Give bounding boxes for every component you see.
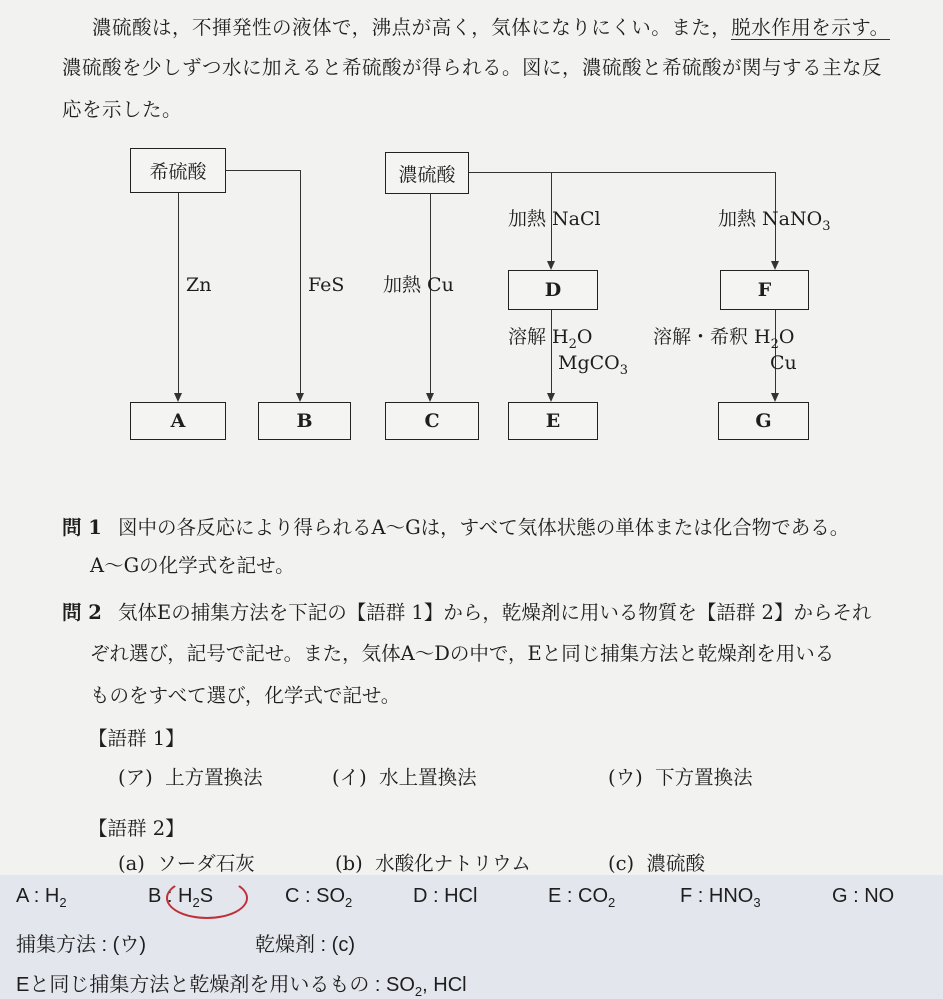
answer-method: 捕集方法 : (ウ) (16, 934, 146, 956)
label-heat-nano3: 加熱 NaNO$_3$ (718, 208, 831, 234)
group1-option-a: (ア) 上方置換法 (118, 766, 263, 789)
q2-text-3: ものをすべて選び，化学式で記せ。 (90, 684, 401, 707)
intro-text: 濃硫酸は，不揮発性の液体で，沸点が高く，気体になりにくい。また， (92, 16, 732, 39)
arrow-icon (547, 393, 555, 402)
arrow-icon (771, 261, 779, 270)
line (551, 310, 552, 393)
group2-option-b: (b) 水酸化ナトリウム (335, 852, 531, 875)
label-heat-cu: 加熱 Cu (383, 274, 454, 296)
box-b: B (258, 402, 351, 440)
group1-option-i: (イ) 水上置換法 (332, 766, 477, 789)
intro-line-1 (92, 12, 890, 40)
answer-b: B : $H_2S$ (148, 885, 214, 910)
line (469, 172, 776, 173)
answer-g: G : NO (832, 885, 895, 907)
label-dissolve-h2o: 溶解 $H_2O$ (508, 326, 593, 352)
red-circle-mark (166, 877, 248, 919)
answer-same: Eと同じ捕集方法と乾燥剤を用いるもの : $SO_2$, HCl (16, 974, 467, 999)
q2-text-1: 気体Eの捕集方法を下記の【語群 1】から，乾燥剤に用いる物質を【語群 2】からそれ (118, 601, 872, 624)
box-e: E (508, 402, 598, 440)
answer-band (0, 875, 943, 999)
line (226, 170, 301, 171)
intro-line-3: 応を示した。 (62, 98, 183, 121)
arrow-icon (426, 393, 434, 402)
q2-text-2: ぞれ選び，記号で記せ。また，気体A～Dの中で，Eと同じ捕集方法と乾燥剤を用いる (90, 642, 835, 665)
arrow-icon (771, 393, 779, 402)
line (178, 193, 179, 393)
arrow-icon (296, 393, 304, 402)
group1-option-u: (ウ) 下方置換法 (608, 766, 753, 789)
answer-a: A : $H_2$ (16, 885, 67, 910)
box-f: F (720, 270, 809, 310)
label-heat-nacl: 加熱 NaCl (508, 208, 601, 230)
label-cu: Cu (770, 352, 797, 374)
group2-option-a: (a) ソーダ石灰 (118, 852, 255, 875)
label-dissolve-dilute-h2o: 溶解・希釈 $H_2O$ (653, 326, 795, 352)
box-a: A (130, 402, 226, 440)
conc-sulfuric-box: 濃硫酸 (385, 152, 469, 194)
group2-option-c: (c) 濃硫酸 (608, 852, 706, 875)
underlined-text: 脱水作用を示す。 (731, 16, 890, 39)
q2-number: 問 2 (62, 601, 102, 624)
arrow-icon (547, 261, 555, 270)
label-zn: Zn (186, 274, 212, 296)
answer-drying: 乾燥剤 : (c) (255, 934, 355, 956)
label-fes: FeS (308, 274, 345, 296)
answer-f: F : $HNO_3$ (680, 885, 761, 910)
q1-text-1: 図中の各反応により得られるA～Gは，すべて気体状態の単体または化合物である。 (118, 516, 850, 539)
box-g: G (718, 402, 809, 440)
dilute-sulfuric-box: 希硫酸 (130, 148, 226, 193)
line (300, 170, 301, 393)
label-mgco3: MgCO$_3$ (558, 352, 629, 378)
intro-line-2: 濃硫酸を少しずつ水に加えると希硫酸が得られる。図に，濃硫酸と希硫酸が関与する主な反 (62, 56, 883, 79)
group1-title: 【語群 1】 (88, 727, 185, 750)
box-d: D (508, 270, 598, 310)
q1-number: 問 1 (62, 516, 102, 539)
q1-text-2: A～Gの化学式を記せ。 (90, 554, 295, 577)
answer-c: C : $SO_2$ (285, 885, 353, 910)
group2-title: 【語群 2】 (88, 817, 185, 840)
answer-d: D : HCl (413, 885, 478, 907)
arrow-icon (174, 393, 182, 402)
answer-e: E : $CO_2$ (548, 885, 616, 910)
box-c: C (385, 402, 479, 440)
